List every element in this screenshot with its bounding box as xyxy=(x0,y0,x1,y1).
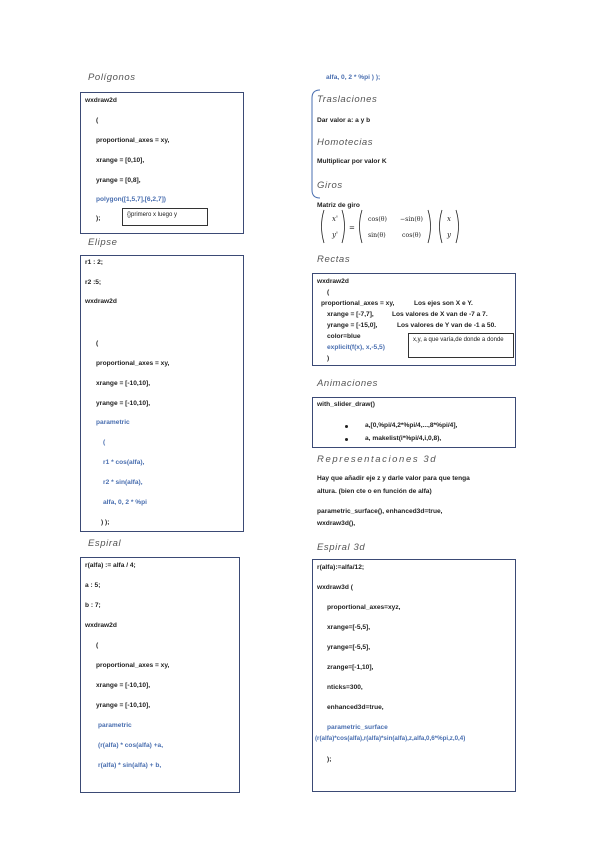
code-line: yrange = [-10,10], xyxy=(96,702,151,709)
code-comment: Los ejes son X e Y. xyxy=(414,300,473,307)
section-heading-espiral: Espiral xyxy=(88,538,122,549)
code-line: wxdraw2d xyxy=(85,298,117,305)
code-line: proportional_axes=xyz, xyxy=(327,604,401,611)
code-line: a,[0,%pi/4,2*%pi/4,...,8*%pi/4], xyxy=(365,422,458,429)
code-line: xrange = [-10,10], xyxy=(96,682,151,689)
code-line: with_slider_draw() xyxy=(317,401,375,408)
code-box-espiral-3d xyxy=(312,559,516,792)
code-line: wxdraw2d xyxy=(317,278,349,285)
matrix-cell: sin(θ) xyxy=(368,232,386,239)
matrix-cell: −sin(θ) xyxy=(400,216,423,223)
code-line: color=blue xyxy=(327,333,361,340)
code-box-animaciones xyxy=(312,397,516,448)
section-heading-espiral-3d: Espiral 3d xyxy=(317,542,366,553)
code-line: wxdraw2d xyxy=(85,97,117,104)
code-line: r2 * sin(alfa), xyxy=(103,479,143,486)
code-line: ( xyxy=(96,340,99,347)
code-line: r1 : 2; xyxy=(85,259,103,266)
vec-out-y: y' xyxy=(332,231,338,239)
code-line: r1 * cos(alfa), xyxy=(103,459,145,466)
vec-in-y: y xyxy=(447,231,451,239)
code-line: yrange = [-15,0], xyxy=(327,322,378,329)
code-line: r(alfa):=alfa/12; xyxy=(317,564,365,571)
code-line: zrange=[-1,10], xyxy=(327,664,374,671)
text-matriz-giro: Matriz de giro xyxy=(317,202,360,209)
text-representaciones-2: parametric_surface(), enhanced3d=true, xyxy=(317,508,443,515)
code-line: wxdraw2d xyxy=(85,622,117,629)
code-line: yrange = [-10,10], xyxy=(96,400,151,407)
code-line: yrange=[-5,5], xyxy=(327,644,371,651)
section-heading-rectas: Rectas xyxy=(317,254,351,265)
equals-sign: = xyxy=(349,224,355,232)
code-line: ) xyxy=(327,355,330,362)
code-comment: Los valores de X van de -7 a 7. xyxy=(392,311,488,318)
code-line: a : 5; xyxy=(85,582,101,589)
section-heading-animaciones: Animaciones xyxy=(317,378,378,389)
section-heading-giros: Giros xyxy=(317,180,343,191)
code-line: wxdraw3d ( xyxy=(317,584,353,591)
text-representaciones-1b: altura. (bien cte o en función de alfa) xyxy=(317,488,432,495)
code-line: xrange = [0,10], xyxy=(96,157,145,164)
matrix-cell: cos(θ) xyxy=(368,216,387,223)
code-line: ); xyxy=(96,215,101,222)
code-line: xrange=[-5,5], xyxy=(327,624,371,631)
code-line: proportional_axes = xy, xyxy=(96,360,170,367)
section-heading-poligonos: Polígonos xyxy=(88,72,136,83)
text-traslaciones: Dar valor a: a y b xyxy=(317,117,371,124)
code-box-espiral xyxy=(80,557,240,793)
code-line: ( xyxy=(96,642,99,649)
code-line: (r(alfa)*cos(alfa),r(alfa)*sin(alfa),z,alfa,0,6*%pi,z,0,4) xyxy=(315,735,466,742)
code-line: nticks=300, xyxy=(327,684,363,691)
code-line: r(alfa) * sin(alfa) + b, xyxy=(98,762,162,769)
code-line: ( xyxy=(96,117,99,124)
rotation-matrix-equation xyxy=(318,207,468,247)
code-line: ( xyxy=(103,439,106,446)
code-comment: Los valores de Y van de -1 a 50. xyxy=(397,322,497,329)
text-homotecias: Multiplicar por valor K xyxy=(317,158,387,165)
code-line: proportional_axes = xy, xyxy=(96,137,170,144)
note-rectas: x,y, a que varía,de donde a donde xyxy=(408,333,514,358)
section-heading-elipse: Elipse xyxy=(88,237,118,248)
bullet xyxy=(345,438,348,441)
code-line: proportional_axes = xy, xyxy=(96,662,170,669)
code-line: parametric_surface xyxy=(327,724,388,731)
code-line: r2 :5; xyxy=(85,279,102,286)
text-representaciones-1: Hay que añadir eje z y darle valor para que tenga xyxy=(317,475,470,482)
code-line: xrange = [-10,10], xyxy=(96,380,151,387)
section-heading-homotecias: Homotecias xyxy=(317,137,374,148)
code-line: explicit(f(x), x,-5,5) xyxy=(327,344,385,351)
code-line: ( xyxy=(327,289,330,296)
code-line: polygon([1,5,7],[6,2,7]) xyxy=(96,196,166,203)
matrix-cell: cos(θ) xyxy=(402,232,421,239)
code-line: parametric xyxy=(98,722,132,729)
code-line: yrange = [0,8], xyxy=(96,177,141,184)
code-line: proportional_axes = xy, xyxy=(321,300,395,307)
section-heading-representaciones: Representaciones 3d xyxy=(317,454,438,465)
vec-in-x: x xyxy=(447,215,451,223)
code-line: r(alfa) := alfa / 4; xyxy=(85,562,136,569)
code-line: ) ); xyxy=(101,519,110,526)
code-line: (r(alfa) * cos(alfa) +a, xyxy=(98,742,164,749)
section-heading-traslaciones: Traslaciones xyxy=(317,94,378,105)
bullet xyxy=(345,425,348,428)
continuation-line: alfa, 0, 2 * %pi ) ); xyxy=(326,74,381,81)
code-box-elipse xyxy=(80,255,244,532)
vec-out-x: x' xyxy=(332,215,338,223)
code-line: ); xyxy=(327,756,332,763)
text-representaciones-2b: wxdraw3d(), xyxy=(317,520,356,527)
code-line: parametric xyxy=(96,419,130,426)
code-line: xrange = [-7,7], xyxy=(327,311,374,318)
note-poligonos: {}primero x luego y xyxy=(122,208,208,226)
code-line: b : 7; xyxy=(85,602,101,609)
code-line: a, makelist(i*%pi/4,i,0,8), xyxy=(365,435,442,442)
code-line: alfa, 0, 2 * %pi xyxy=(103,499,147,506)
code-line: enhanced3d=true, xyxy=(327,704,384,711)
